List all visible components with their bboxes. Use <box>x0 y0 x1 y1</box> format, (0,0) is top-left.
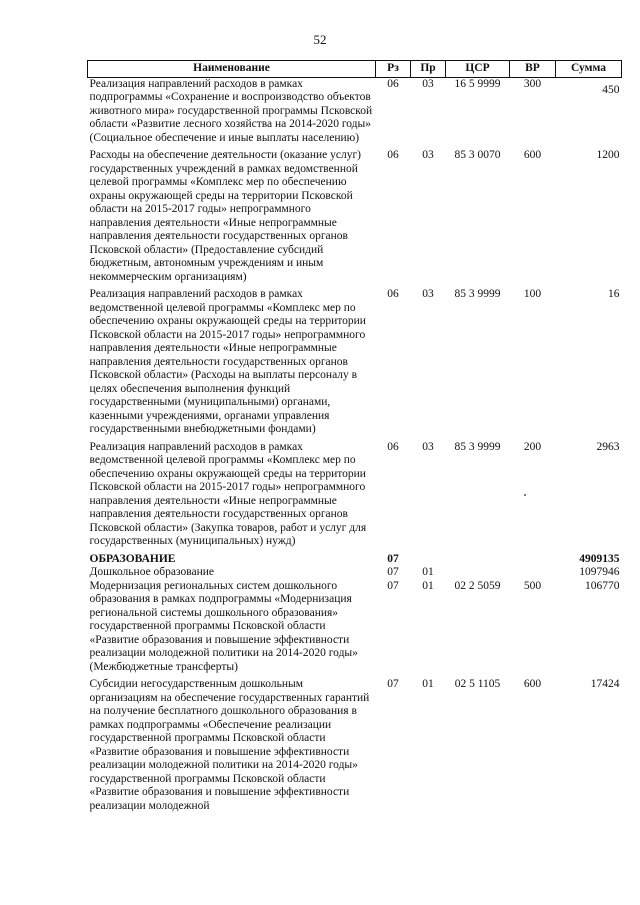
row-pr: 01 <box>422 579 434 592</box>
table-row <box>88 437 622 549</box>
row-rz: 07 <box>387 678 399 690</box>
row-pr: 03 <box>422 440 434 453</box>
header-vr: ВР <box>510 61 556 78</box>
row-sum: 1097946 <box>579 566 620 578</box>
row-sum: 106770 <box>585 579 620 592</box>
row-sum: 450 <box>602 83 620 96</box>
row-rz: 07 <box>387 552 399 565</box>
row-vr: 200 <box>523 440 542 453</box>
row-pr: 01 <box>422 678 434 690</box>
row-vr: 100 <box>523 288 542 300</box>
header-csr: ЦСР <box>446 61 510 78</box>
table-row <box>88 674 622 813</box>
table-row <box>88 77 622 145</box>
row-csr: 02 2 5059 <box>454 579 501 592</box>
row-pr: 03 <box>422 77 434 90</box>
header-rz: Рз <box>376 61 411 78</box>
row-csr: 02 5 1105 <box>454 678 501 690</box>
row-name: ОБРАЗОВАНИЕ <box>89 552 176 565</box>
row-name: Реализация направлений расходов в рамках подпрограммы «Сохранение и воспроизводство объектов животного мира» государственной программы Псковской области «Развитие лесного хозяйства на 2014-2020 годы» (Социальное обеспечение и иные выплаты населению) <box>89 77 373 144</box>
row-vr <box>510 549 556 567</box>
row-rz: 06 <box>387 440 399 453</box>
row-rz: 07 <box>387 579 399 592</box>
row-csr: 85 3 9999 <box>454 288 501 300</box>
row-sum: 1200 <box>596 149 620 161</box>
table-row <box>88 284 622 437</box>
row-vr: 600 <box>523 678 542 690</box>
row-rz: 06 <box>387 77 399 90</box>
row-name: Дошкольное образование <box>89 566 215 578</box>
header-pr: Пр <box>411 61 446 78</box>
header-name: Наименование <box>88 61 376 78</box>
row-rz: 06 <box>387 149 399 161</box>
row-sum: 4909135 <box>579 552 620 565</box>
row-vr: 300 <box>523 77 542 90</box>
row-csr: 85 3 0070 <box>454 149 501 161</box>
table-row-subsection <box>88 566 622 580</box>
row-name: Реализация направлений расходов в рамках ведомственной целевой программы «Комплекс мер по обеспечению охраны окружающей среды на территории Псковской области на 2015-2017 годы» непрограммного направления деятельности «Иные непрограммные направления деятельности государственных органов Псковской области» (Закупка товаров, работ и услуг для государственных (муниципальных) нужд) <box>89 440 367 547</box>
scan-speck <box>524 494 526 496</box>
row-name: Модернизация региональных систем дошкольного образования в рамках подпрограммы «Модернизация региональной системы дошкольного образования» государственной программы Псковской области «Развитие образования и повышение эффективности реализации молодежной политики на 2014-2020 годы» (Межбюджетные трансферты) <box>89 579 358 673</box>
row-sum: 17424 <box>590 678 620 690</box>
row-rz: 07 <box>387 566 399 578</box>
row-csr: 16 5 9999 <box>454 77 501 90</box>
header-sum: Сумма <box>556 61 622 78</box>
row-csr <box>446 549 510 567</box>
row-vr <box>510 566 556 580</box>
row-vr: 600 <box>523 149 542 161</box>
row-sum: 16 <box>608 288 620 300</box>
row-pr <box>411 549 446 567</box>
row-vr: 500 <box>523 579 542 592</box>
row-pr: 03 <box>422 149 434 161</box>
page-number: 52 <box>313 32 327 47</box>
row-rz: 06 <box>387 288 399 300</box>
budget-table <box>87 60 622 813</box>
row-name: Расходы на обеспечение деятельности (оказание услуг) государственных учреждений в рамках ведомственной целевой программы «Комплекс мер по обеспечению охраны окружающей среды на территории Псковской области на 2015-2017 годы» непрограммного направления деятельности «Иные непрограммные направления деятельности государственных органов Псковской области» (Предоставление субсидий бюджетным, автономным учреждениям и иным некоммерческим организациям) <box>89 149 361 283</box>
row-pr: 01 <box>422 566 434 578</box>
row-name: Реализация направлений расходов в рамках ведомственной целевой программы «Комплекс мер по обеспечению охраны окружающей среды на территории Псковской области на 2015-2017 годы» непрограммного направления деятельности «Иные непрограммные направления деятельности государственных органов Псковской области» (Расходы на выплаты персоналу в целях обеспечения выполнения функций государственными (муниципальными) органами, казенными учреждениями, органами управления государственными внебюджетными фондами) <box>89 288 366 435</box>
row-sum: 2963 <box>596 440 620 453</box>
row-csr <box>446 566 510 580</box>
row-csr: 85 3 9999 <box>454 440 501 453</box>
row-pr: 03 <box>422 288 434 300</box>
table-row <box>88 580 622 675</box>
table-row <box>88 145 622 284</box>
table-row-section <box>88 549 622 567</box>
row-name: Субсидии негосударственным дошкольным организациям на обеспечение государственных гарантий на получение бесплатного дошкольного образования в рамках подпрограммы «Обеспечение реализации государственной программы Псковской области «Развитие образования и повышение эффективности реализации молодежной политики на 2014-2020 годы» государственной программы Псковской области «Развитие образования и повышение эффективности реализации молодежной <box>89 678 370 812</box>
table-header-row <box>88 61 622 78</box>
